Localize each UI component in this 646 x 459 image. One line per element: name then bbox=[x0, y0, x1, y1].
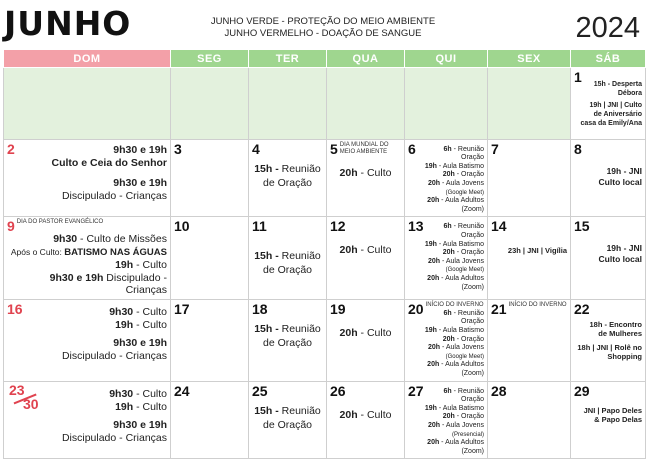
day-note: INÍCIO DO INVERNO bbox=[425, 301, 484, 308]
day-number: 15 bbox=[574, 218, 590, 235]
day-number: 4 bbox=[252, 140, 260, 157]
event-line: 19h | JNI | Culto bbox=[589, 102, 642, 109]
day-number: 17 bbox=[174, 300, 190, 317]
event-line: 19h - Aula Batismo bbox=[424, 404, 484, 412]
day-cell-28[interactable] bbox=[488, 381, 571, 459]
empty-day-cell bbox=[4, 68, 171, 140]
event-line: 19h - JNI bbox=[606, 243, 642, 254]
event-line: 19h - JNI bbox=[606, 165, 642, 176]
event-line: 6h - Reunião Oração bbox=[443, 145, 484, 162]
day-events bbox=[330, 326, 401, 340]
event-line: 9h30 e 19h bbox=[113, 336, 167, 349]
day-cell-5[interactable] bbox=[327, 139, 405, 217]
day-events bbox=[408, 146, 484, 215]
event-line: 20h - Aula Jovens bbox=[427, 257, 484, 265]
day-cell-16[interactable] bbox=[4, 299, 171, 381]
calendar-grid bbox=[3, 49, 646, 459]
event-line: 20h - Aula Adultos (Zoom) bbox=[427, 361, 484, 377]
event-line: 9h30 e 19h bbox=[113, 176, 167, 189]
day-number: 3 bbox=[174, 140, 182, 157]
day-cell-27[interactable] bbox=[405, 381, 488, 459]
event-line: 15h - Reunião bbox=[254, 404, 321, 417]
day-number: 26 bbox=[330, 382, 346, 399]
day-events bbox=[252, 404, 323, 432]
event-line: 20h - Aula Adultos (Zoom) bbox=[427, 274, 484, 291]
event-line: 9h30 e 19h bbox=[113, 418, 167, 431]
day-number: 8 bbox=[574, 140, 582, 157]
day-events bbox=[574, 80, 642, 128]
day-cell-14[interactable] bbox=[488, 217, 571, 300]
event-line: 20h - Aula Adultos (Zoom) bbox=[427, 197, 484, 213]
day-number: 28 bbox=[491, 382, 507, 399]
day-cell-15[interactable] bbox=[571, 217, 646, 300]
empty-day-cell bbox=[405, 68, 488, 140]
day-cell-4[interactable] bbox=[249, 139, 327, 217]
month-themes bbox=[200, 16, 446, 40]
event-line: Culto local bbox=[598, 254, 642, 265]
week-row bbox=[4, 139, 646, 217]
day-cell-11[interactable] bbox=[249, 217, 327, 300]
day-number: 24 bbox=[174, 382, 190, 399]
week-row bbox=[4, 217, 646, 300]
day-events bbox=[330, 408, 401, 422]
day-cell-9[interactable] bbox=[4, 217, 171, 300]
event-line: 19h - Culto bbox=[115, 319, 167, 332]
weekday-dom: DOM bbox=[4, 50, 171, 68]
event-line: Débora bbox=[617, 90, 642, 97]
weekday-header-row bbox=[4, 50, 646, 68]
day-number: 14 bbox=[491, 218, 507, 235]
month-title: JUNHO bbox=[4, 4, 132, 43]
day-note: DIA DO PASTOR EVANGÉLICO bbox=[16, 219, 104, 226]
day-number: 18 bbox=[252, 300, 268, 317]
day-number: 16 bbox=[7, 300, 23, 317]
day-cell-19[interactable] bbox=[327, 299, 405, 381]
day-number: 2 bbox=[7, 140, 15, 157]
event-line: 15h - Reunião bbox=[254, 322, 321, 335]
day-cell-20[interactable] bbox=[405, 299, 488, 381]
year-title: 2024 bbox=[575, 12, 640, 44]
event-line: 6h - Reunião Oração bbox=[443, 309, 484, 326]
split-day-number bbox=[7, 381, 47, 414]
event-line: Culto e Ceia do Senhor bbox=[51, 157, 167, 170]
day-events bbox=[574, 166, 642, 188]
event-line: 6h - Reunião Oração bbox=[443, 223, 484, 239]
weekday-qua: QUA bbox=[327, 50, 405, 68]
day-events bbox=[330, 243, 401, 257]
day-number: 7 bbox=[491, 140, 499, 157]
day-number: 9 bbox=[7, 218, 15, 235]
event-line: 6h - Reunião Oração bbox=[443, 387, 484, 404]
day-events bbox=[408, 310, 484, 379]
empty-day-cell bbox=[171, 68, 249, 140]
event-line: 20h - Aula Adultos (Zoom) bbox=[427, 439, 484, 455]
weekday-sab: SÁB bbox=[571, 50, 646, 68]
event-line: 20h - Aula Jovens bbox=[427, 344, 484, 352]
day-number: 30 bbox=[23, 395, 39, 412]
day-cell-1[interactable] bbox=[571, 68, 646, 140]
day-number: 27 bbox=[408, 382, 424, 399]
day-events bbox=[252, 249, 323, 277]
day-events bbox=[491, 245, 567, 257]
event-line: (Google Meet) bbox=[445, 267, 484, 274]
day-number: 21 bbox=[491, 300, 507, 317]
event-line: 20h - Oração bbox=[442, 171, 484, 179]
event-line: Discipulado - Crianças bbox=[61, 350, 167, 363]
day-events bbox=[574, 320, 642, 362]
event-line: 20h - Aula Jovens bbox=[427, 421, 484, 429]
event-line: 9h30 - Culto de Missões bbox=[53, 233, 167, 246]
event-line: de Aniversário bbox=[593, 111, 642, 118]
day-cell-23-30[interactable] bbox=[4, 381, 171, 459]
day-number: 13 bbox=[408, 218, 424, 235]
day-events bbox=[574, 406, 642, 425]
event-line: 19h - Aula Batismo bbox=[424, 162, 484, 170]
event-line: 9h30 e 19h Discipulado - Crianças bbox=[49, 271, 167, 297]
event-line: 18h | JNI | Rolê no bbox=[577, 342, 642, 352]
day-cell-8[interactable] bbox=[571, 139, 646, 217]
day-cell-7[interactable] bbox=[488, 139, 571, 217]
day-number: 25 bbox=[252, 382, 268, 399]
event-line: (Google Meet) bbox=[445, 189, 484, 196]
event-line: 9h30 - Culto bbox=[109, 305, 167, 318]
week-row bbox=[4, 68, 646, 140]
day-cell-21[interactable] bbox=[488, 299, 571, 381]
day-cell-18[interactable] bbox=[249, 299, 327, 381]
day-note: INÍCIO DO INVERNO bbox=[508, 301, 567, 308]
event-line: 15h - Reunião bbox=[254, 250, 321, 263]
day-number: 10 bbox=[174, 218, 190, 235]
event-line: 9h30 e 19h bbox=[113, 143, 167, 156]
weekday-ter: TER bbox=[249, 50, 327, 68]
day-number: 29 bbox=[574, 382, 590, 399]
event-line: 19h - Aula Batismo bbox=[424, 240, 484, 248]
day-number: 20 bbox=[408, 300, 424, 317]
day-number: 5 bbox=[330, 140, 338, 157]
event-line: 20h - Aula Jovens bbox=[427, 179, 484, 187]
day-cell-25[interactable] bbox=[249, 381, 327, 459]
empty-day-cell bbox=[488, 68, 571, 140]
event-line: de Oração bbox=[262, 336, 313, 349]
day-cell-29[interactable] bbox=[571, 381, 646, 459]
day-number: 11 bbox=[252, 218, 267, 235]
event-line: JNI | Papo Deles bbox=[583, 405, 642, 415]
event-line: de Oração bbox=[262, 264, 313, 277]
event-line: de Oração bbox=[262, 176, 313, 189]
calendar-header bbox=[0, 0, 646, 48]
day-events bbox=[252, 162, 323, 190]
week-row bbox=[4, 299, 646, 381]
event-line: 15h - Reunião bbox=[254, 162, 321, 175]
day-events bbox=[330, 166, 401, 180]
day-number: 12 bbox=[330, 218, 346, 235]
event-line: 20h - Culto bbox=[339, 408, 392, 421]
event-line: 9h30 - Culto bbox=[109, 387, 167, 400]
day-number: 23 bbox=[9, 381, 25, 398]
event-line: 19h - Culto bbox=[115, 259, 167, 272]
day-events bbox=[7, 306, 167, 364]
theme-red: JUNHO VERMELHO - DOAÇÃO DE SANGUE bbox=[224, 28, 422, 39]
event-line: 18h - Encontro bbox=[589, 319, 642, 329]
day-number: 6 bbox=[408, 140, 416, 157]
event-line: Shopping bbox=[607, 352, 642, 362]
day-cell-26[interactable] bbox=[327, 381, 405, 459]
week-row bbox=[4, 381, 646, 459]
theme-green: JUNHO VERDE - PROTEÇÃO DO MEIO AMBIENTE bbox=[210, 16, 436, 27]
day-cell-17[interactable] bbox=[171, 299, 249, 381]
event-line: Discipulado - Crianças bbox=[61, 432, 167, 445]
weekday-sex: SEX bbox=[488, 50, 571, 68]
day-cell-22[interactable] bbox=[571, 299, 646, 381]
empty-day-cell bbox=[327, 68, 405, 140]
empty-day-cell bbox=[249, 68, 327, 140]
event-line: 19h - Aula Batismo bbox=[424, 327, 484, 335]
event-line: 20h - Culto bbox=[339, 326, 392, 339]
day-events bbox=[252, 322, 323, 350]
day-cell-13[interactable] bbox=[405, 217, 488, 300]
event-line: 20h - Oração bbox=[442, 413, 484, 421]
day-note: DIA MUNDIAL DO MEIO AMBIENTE bbox=[339, 141, 389, 155]
weekday-seg: SEG bbox=[171, 50, 249, 68]
event-line: 20h - Culto bbox=[339, 166, 392, 179]
day-cell-2[interactable] bbox=[4, 139, 171, 217]
day-cell-3[interactable] bbox=[171, 139, 249, 217]
event-line: & Papo Delas bbox=[594, 415, 642, 425]
event-line: Discipulado - Crianças bbox=[61, 190, 167, 203]
day-cell-6[interactable] bbox=[405, 139, 488, 217]
day-events bbox=[7, 140, 167, 204]
event-line: Após o Culto: BATISMO NAS ÁGUAS bbox=[10, 246, 167, 258]
event-line: 23h | JNI | Vigília bbox=[507, 246, 567, 256]
day-events bbox=[574, 243, 642, 265]
day-events bbox=[7, 233, 167, 297]
event-line: 20h - Culto bbox=[339, 244, 392, 257]
event-line: 20h - Oração bbox=[442, 249, 484, 257]
event-line: casa da Emily/Ana bbox=[580, 120, 642, 127]
day-number: 22 bbox=[574, 300, 590, 317]
event-line: 20h - Oração bbox=[442, 335, 484, 343]
event-line: (Google Meet) bbox=[445, 353, 484, 360]
day-cell-24[interactable] bbox=[171, 381, 249, 459]
event-line: 15h - Desperta bbox=[593, 81, 642, 88]
weekday-qui: QUI bbox=[405, 50, 488, 68]
event-line: 19h - Culto bbox=[115, 401, 167, 414]
event-line: (Presencial) bbox=[451, 431, 484, 438]
day-cell-12[interactable] bbox=[327, 217, 405, 300]
day-number: 19 bbox=[330, 300, 346, 317]
event-line: de Mulheres bbox=[598, 329, 642, 339]
day-cell-10[interactable] bbox=[171, 217, 249, 300]
day-number: 1 bbox=[574, 69, 582, 85]
event-line: Culto local bbox=[598, 176, 642, 187]
event-line: de Oração bbox=[262, 418, 313, 431]
